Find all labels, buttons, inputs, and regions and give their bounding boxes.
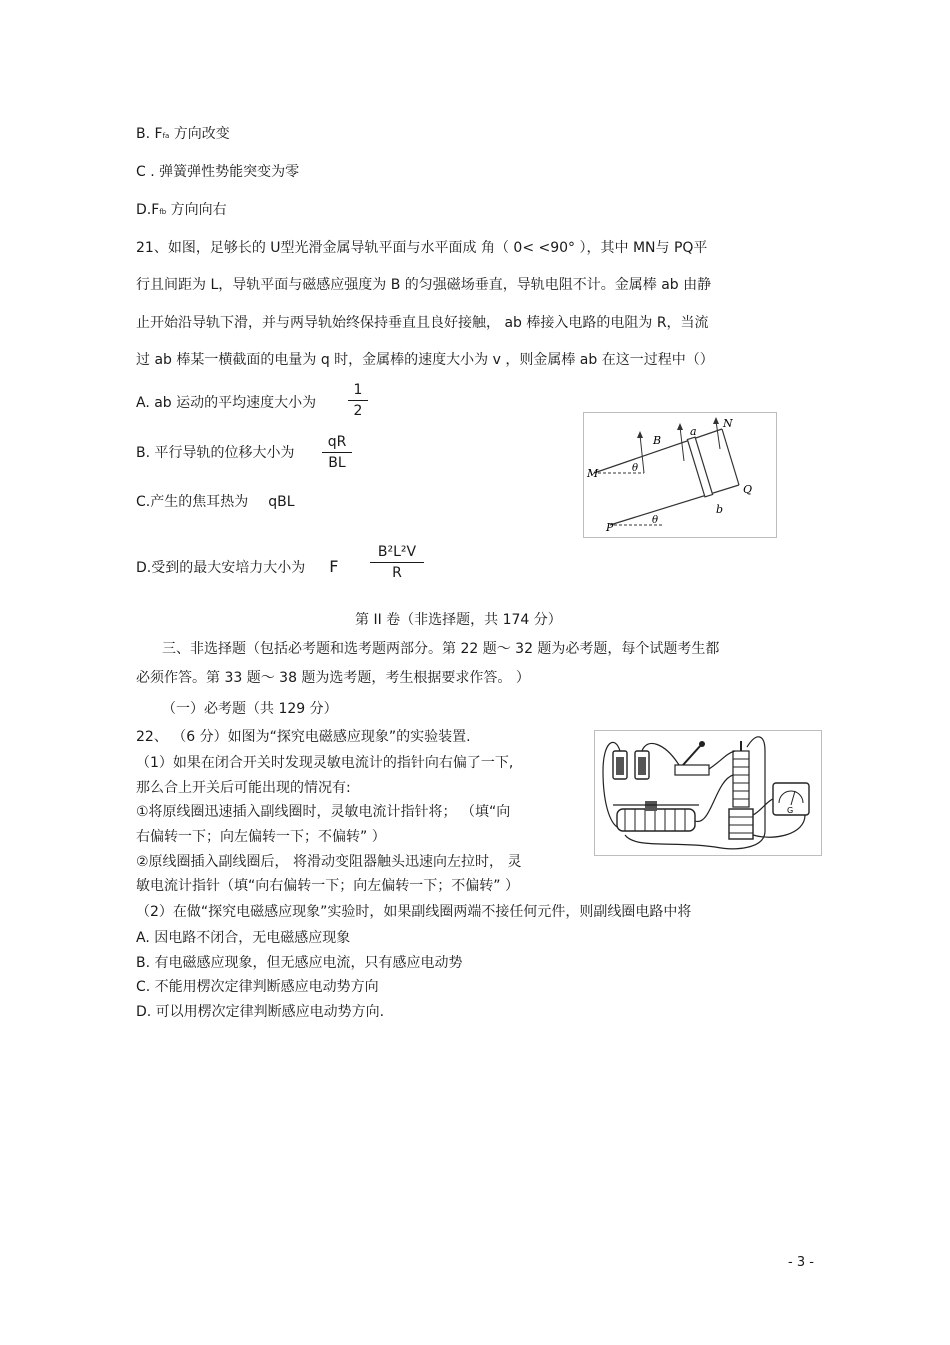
q21-option-c: C.产生的焦耳热为 qBL: [136, 494, 295, 510]
q22-stem-line-2: （1）如果在闭合开关时发现灵敏电流计的指针向右偏了一下,: [136, 755, 514, 771]
q20-option-c: C . 弹簧弹性势能突变为零: [136, 164, 300, 180]
q22-stem-line-7: 敏电流计指针（填“向右偏转一下；向左偏转一下；不偏转” ）: [136, 878, 519, 894]
q20-option-d: D.Ffb 方向向右: [136, 202, 227, 218]
part2-intro-line-2: 必须作答。第 33 题～ 38 题为选考题，考生根据要求作答。 ）: [136, 670, 530, 686]
q22-option-a: A. 因电路不闭合，无电磁感应现象: [136, 930, 351, 946]
q21-label-theta-1: θ: [632, 463, 639, 474]
q21-option-a: A. ab 运动的平均速度大小为: [136, 395, 317, 411]
q20-option-b: B. Ffa 方向改变: [136, 126, 230, 142]
q22-apparatus-figure: [594, 730, 822, 856]
q21-stem-line-3: 止开始沿导轨下滑，并与两导轨始终保持垂直且良好接触， ab 棒接入电路的电阻为 R，当流: [136, 315, 709, 331]
q22-stem-line-5: 右偏转一下；向左偏转一下；不偏转” ）: [136, 829, 386, 845]
q22-stem-line-6: ②原线圈插入副线圈后， 将滑动变阻器触头迅速向左拉时， 灵: [136, 854, 522, 870]
q21-label-a: a: [690, 425, 697, 438]
q21-option-d: D.受到的最大安培力大小为 F: [136, 557, 339, 576]
q21-stem-line-4: 过 ab 棒某一横截面的电量为 q 时，金属棒的速度大小为 v ，则金属棒 ab 在这一过程中（）: [136, 352, 714, 368]
q22-galvanometer-label: G: [787, 806, 794, 815]
q21-label-b: b: [716, 503, 724, 516]
q22-option-c: C. 不能用楞次定律判断感应电动势方向: [136, 979, 379, 995]
part2-title: 第 II 卷（非选择题，共 174 分）: [355, 612, 562, 628]
q21-option-b: B. 平行导轨的位移大小为: [136, 445, 295, 461]
required-section-heading: （一）必考题（共 129 分）: [162, 701, 338, 717]
q21-stem-line-2: 行且间距为 L，导轨平面与磁感应强度为 B 的匀强磁场垂直，导轨电阻不计。金属棒 ab 由静: [136, 277, 712, 293]
page-number: - 3 -: [788, 1255, 814, 1270]
q21-option-a-fraction: 1 2: [348, 382, 368, 419]
q21-label-M: M: [587, 467, 599, 480]
q21-stem-line-1: 21、如图，足够长的 U型光滑金属导轨平面与水平面成 角（ 0< <90° ），其中 MN与 PQ平: [136, 240, 708, 256]
q21-option-d-fraction: B²L²V R: [370, 544, 424, 581]
q22-option-d: D. 可以用楞次定律判断感应电动势方向.: [136, 1004, 385, 1020]
q21-label-N: N: [723, 417, 733, 430]
q21-label-B: B: [653, 434, 662, 447]
q22-option-b: B. 有电磁感应现象，但无感应电流，只有感应电动势: [136, 955, 463, 971]
q22-stem-line-8: （2）在做“探究电磁感应现象”实验时，如果副线圈两端不接任何元件，则副线圈电路中将: [136, 904, 692, 920]
q22-stem-line-3: 那么合上开关后可能出现的情况有:: [136, 780, 351, 796]
q21-rail-figure: [583, 412, 777, 538]
q21-option-b-fraction: qR BL: [322, 434, 352, 471]
q21-label-theta-2: θ: [652, 515, 659, 526]
part2-intro-line-1: 三、非选择题（包括必考题和选考题两部分。第 22 题～ 32 题为必考题，每个试题考生都: [162, 641, 720, 657]
q21-label-Q: Q: [743, 483, 753, 496]
q22-stem-line-1: 22、 （6 分）如图为“探究电磁感应现象”的实验装置.: [136, 729, 471, 745]
q22-apparatus-diagram: [595, 731, 821, 855]
q22-stem-line-4: ①将原线圈迅速插入副线圈时，灵敏电流计指针将； （填“向: [136, 804, 511, 820]
q21-rail-diagram: [584, 413, 776, 537]
q21-label-P: P: [606, 521, 614, 534]
